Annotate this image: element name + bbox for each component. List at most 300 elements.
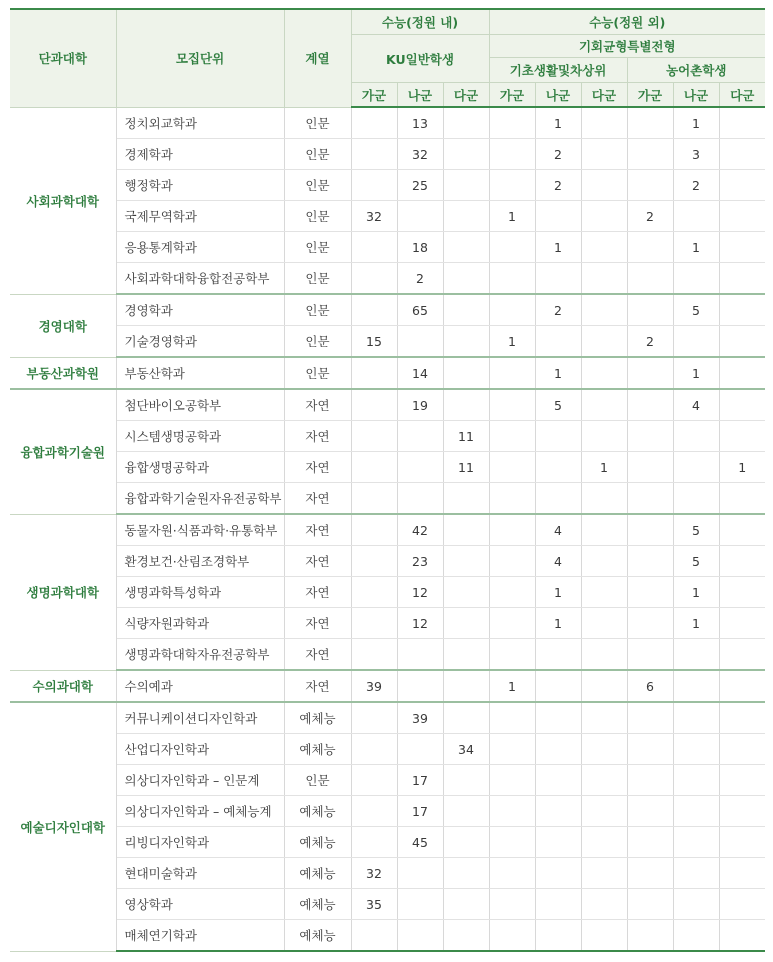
quota-cell <box>535 452 581 483</box>
quota-cell <box>627 107 673 139</box>
table-row <box>10 858 765 889</box>
unit-cell: 경영학과 <box>116 294 284 326</box>
header-ga: 가군 <box>351 83 397 108</box>
quota-cell <box>443 139 489 170</box>
unit-cell: 응용통계학과 <box>116 232 284 263</box>
quota-cell: 45 <box>397 827 443 858</box>
type-cell: 예체능 <box>284 827 351 858</box>
table-body <box>10 107 765 951</box>
quota-cell <box>351 483 397 515</box>
quota-cell: 12 <box>397 608 443 639</box>
table-row <box>10 107 765 139</box>
quota-cell <box>489 765 535 796</box>
quota-cell <box>489 483 535 515</box>
quota-cell: 1 <box>673 357 719 389</box>
quota-cell <box>489 858 535 889</box>
quota-cell <box>627 858 673 889</box>
quota-cell <box>719 294 765 326</box>
type-cell: 자연 <box>284 452 351 483</box>
quota-cell <box>581 546 627 577</box>
quota-cell <box>581 201 627 232</box>
quota-cell <box>443 357 489 389</box>
quota-cell: 3 <box>673 139 719 170</box>
quota-cell: 2 <box>627 201 673 232</box>
quota-cell <box>397 889 443 920</box>
quota-cell <box>489 920 535 952</box>
header-unit: 모집단위 <box>116 9 284 107</box>
quota-cell: 32 <box>351 201 397 232</box>
quota-cell <box>489 389 535 421</box>
header-college: 단과대학 <box>10 9 116 107</box>
quota-cell: 18 <box>397 232 443 263</box>
table-row <box>10 796 765 827</box>
quota-cell: 2 <box>627 326 673 358</box>
quota-cell <box>719 889 765 920</box>
quota-cell <box>719 577 765 608</box>
quota-cell <box>351 232 397 263</box>
quota-cell <box>581 421 627 452</box>
quota-cell <box>489 139 535 170</box>
type-cell: 인문 <box>284 107 351 139</box>
quota-cell <box>535 639 581 671</box>
type-cell: 인문 <box>284 263 351 295</box>
quota-cell <box>535 263 581 295</box>
unit-cell: 의상디자인학과 – 예체능계 <box>116 796 284 827</box>
quota-cell <box>581 263 627 295</box>
quota-cell <box>489 827 535 858</box>
quota-cell <box>581 294 627 326</box>
table-row <box>10 702 765 734</box>
quota-cell: 17 <box>397 765 443 796</box>
quota-cell: 1 <box>489 201 535 232</box>
quota-cell: 1 <box>673 232 719 263</box>
quota-cell <box>673 702 719 734</box>
quota-cell <box>535 889 581 920</box>
admissions-quota-table <box>10 8 765 952</box>
quota-cell <box>489 639 535 671</box>
table-row <box>10 827 765 858</box>
quota-cell <box>581 639 627 671</box>
quota-cell <box>673 452 719 483</box>
quota-cell <box>673 483 719 515</box>
unit-cell: 국제무역학과 <box>116 201 284 232</box>
quota-cell: 2 <box>535 170 581 201</box>
header-ku-general: KU일반학생 <box>351 35 489 83</box>
quota-cell: 1 <box>673 107 719 139</box>
quota-cell: 2 <box>673 170 719 201</box>
quota-cell: 17 <box>397 796 443 827</box>
quota-cell <box>443 483 489 515</box>
quota-cell <box>581 827 627 858</box>
quota-cell <box>443 326 489 358</box>
quota-cell <box>535 734 581 765</box>
quota-cell <box>397 639 443 671</box>
quota-cell <box>443 608 489 639</box>
quota-cell <box>719 232 765 263</box>
quota-cell <box>535 827 581 858</box>
quota-cell <box>489 889 535 920</box>
quota-cell <box>719 920 765 952</box>
quota-cell <box>673 827 719 858</box>
quota-cell <box>581 734 627 765</box>
quota-cell <box>581 514 627 546</box>
quota-cell <box>443 201 489 232</box>
quota-cell <box>489 452 535 483</box>
quota-cell: 32 <box>397 139 443 170</box>
quota-cell <box>719 765 765 796</box>
unit-cell: 융합생명공학과 <box>116 452 284 483</box>
quota-cell <box>443 827 489 858</box>
college-cell: 예술디자인대학 <box>10 702 116 951</box>
quota-cell: 4 <box>673 389 719 421</box>
quota-cell <box>443 514 489 546</box>
table-row <box>10 920 765 952</box>
type-cell: 인문 <box>284 232 351 263</box>
quota-cell: 1 <box>535 608 581 639</box>
quota-cell <box>351 702 397 734</box>
quota-cell <box>351 389 397 421</box>
quota-cell <box>581 920 627 952</box>
table-row <box>10 326 765 358</box>
quota-cell <box>489 294 535 326</box>
quota-cell <box>719 263 765 295</box>
quota-cell <box>351 765 397 796</box>
quota-cell <box>673 263 719 295</box>
quota-cell: 32 <box>351 858 397 889</box>
quota-cell: 2 <box>535 139 581 170</box>
quota-cell <box>351 608 397 639</box>
quota-cell <box>581 232 627 263</box>
header-da: 다군 <box>581 83 627 108</box>
quota-cell <box>443 639 489 671</box>
quota-cell <box>719 139 765 170</box>
quota-cell <box>443 765 489 796</box>
quota-cell <box>719 827 765 858</box>
quota-cell: 1 <box>535 357 581 389</box>
quota-cell <box>719 201 765 232</box>
quota-cell <box>719 483 765 515</box>
unit-cell: 영상학과 <box>116 889 284 920</box>
quota-cell <box>627 577 673 608</box>
quota-cell <box>673 670 719 702</box>
quota-cell <box>581 858 627 889</box>
quota-cell <box>351 139 397 170</box>
type-cell: 자연 <box>284 483 351 515</box>
unit-cell: 사회과학대학융합전공학부 <box>116 263 284 295</box>
quota-cell <box>443 170 489 201</box>
quota-cell <box>581 483 627 515</box>
quota-cell <box>489 514 535 546</box>
type-cell: 자연 <box>284 514 351 546</box>
quota-cell: 11 <box>443 452 489 483</box>
quota-cell: 1 <box>535 577 581 608</box>
quota-cell <box>443 232 489 263</box>
table-row <box>10 608 765 639</box>
quota-cell: 15 <box>351 326 397 358</box>
quota-cell <box>535 920 581 952</box>
type-cell: 자연 <box>284 608 351 639</box>
quota-cell <box>627 514 673 546</box>
quota-cell: 34 <box>443 734 489 765</box>
college-cell: 경영대학 <box>10 294 116 357</box>
quota-cell: 1 <box>581 452 627 483</box>
quota-cell <box>627 232 673 263</box>
header-na: 나군 <box>673 83 719 108</box>
quota-cell <box>581 107 627 139</box>
quota-cell: 2 <box>535 294 581 326</box>
quota-cell <box>719 796 765 827</box>
unit-cell: 리빙디자인학과 <box>116 827 284 858</box>
quota-cell <box>443 796 489 827</box>
admissions-table-container <box>10 8 765 952</box>
table-row <box>10 639 765 671</box>
table-row <box>10 294 765 326</box>
quota-cell: 39 <box>397 702 443 734</box>
table-row <box>10 389 765 421</box>
quota-cell: 5 <box>673 294 719 326</box>
quota-cell <box>581 357 627 389</box>
quota-cell <box>351 577 397 608</box>
quota-cell <box>351 170 397 201</box>
college-cell: 사회과학대학 <box>10 107 116 294</box>
quota-cell <box>535 326 581 358</box>
quota-cell <box>351 796 397 827</box>
quota-cell <box>443 889 489 920</box>
quota-cell <box>397 421 443 452</box>
quota-cell <box>627 389 673 421</box>
quota-cell <box>627 421 673 452</box>
quota-cell: 5 <box>673 514 719 546</box>
quota-cell <box>535 858 581 889</box>
quota-cell: 1 <box>719 452 765 483</box>
unit-cell: 경제학과 <box>116 139 284 170</box>
quota-cell <box>397 483 443 515</box>
type-cell: 인문 <box>284 201 351 232</box>
type-cell: 예체능 <box>284 796 351 827</box>
quota-cell <box>443 702 489 734</box>
quota-cell <box>627 734 673 765</box>
quota-cell: 13 <box>397 107 443 139</box>
quota-cell <box>719 702 765 734</box>
type-cell: 자연 <box>284 639 351 671</box>
type-cell: 예체능 <box>284 734 351 765</box>
type-cell: 자연 <box>284 389 351 421</box>
quota-cell <box>351 294 397 326</box>
college-cell: 융합과학기술원 <box>10 389 116 514</box>
unit-cell: 의상디자인학과 – 인문계 <box>116 765 284 796</box>
quota-cell <box>397 920 443 952</box>
table-row <box>10 263 765 295</box>
quota-cell <box>351 421 397 452</box>
quota-cell <box>351 514 397 546</box>
table-row <box>10 357 765 389</box>
quota-cell: 1 <box>535 107 581 139</box>
quota-cell <box>581 170 627 201</box>
type-cell: 인문 <box>284 139 351 170</box>
quota-cell <box>443 263 489 295</box>
quota-cell <box>397 858 443 889</box>
quota-cell <box>673 920 719 952</box>
quota-cell <box>489 263 535 295</box>
quota-cell <box>719 389 765 421</box>
quota-cell <box>489 107 535 139</box>
quota-cell <box>719 170 765 201</box>
quota-cell <box>719 546 765 577</box>
quota-cell <box>489 170 535 201</box>
quota-cell <box>673 326 719 358</box>
quota-cell <box>673 796 719 827</box>
quota-cell <box>581 765 627 796</box>
quota-cell <box>581 889 627 920</box>
quota-cell: 1 <box>535 232 581 263</box>
unit-cell: 행정학과 <box>116 170 284 201</box>
quota-cell <box>719 608 765 639</box>
unit-cell: 매체연기학과 <box>116 920 284 952</box>
quota-cell: 1 <box>673 577 719 608</box>
quota-cell <box>397 452 443 483</box>
quota-cell: 4 <box>535 514 581 546</box>
quota-cell <box>443 670 489 702</box>
quota-cell <box>443 294 489 326</box>
quota-cell <box>627 263 673 295</box>
table-row <box>10 670 765 702</box>
quota-cell <box>673 765 719 796</box>
quota-cell: 11 <box>443 421 489 452</box>
quota-cell <box>489 232 535 263</box>
quota-cell <box>627 639 673 671</box>
unit-cell: 기술경영학과 <box>116 326 284 358</box>
quota-cell <box>535 670 581 702</box>
quota-cell <box>627 920 673 952</box>
quota-cell <box>443 858 489 889</box>
quota-cell <box>627 796 673 827</box>
quota-cell <box>719 326 765 358</box>
quota-cell <box>443 920 489 952</box>
quota-cell <box>351 263 397 295</box>
header-ga: 가군 <box>627 83 673 108</box>
type-cell: 인문 <box>284 170 351 201</box>
table-row <box>10 170 765 201</box>
quota-cell <box>443 546 489 577</box>
quota-cell <box>351 357 397 389</box>
table-row <box>10 452 765 483</box>
type-cell: 자연 <box>284 577 351 608</box>
quota-cell: 14 <box>397 357 443 389</box>
type-cell: 인문 <box>284 326 351 358</box>
quota-cell <box>627 827 673 858</box>
quota-cell <box>719 514 765 546</box>
college-cell: 부동산과학원 <box>10 357 116 389</box>
quota-cell <box>627 357 673 389</box>
table-row <box>10 201 765 232</box>
table-row <box>10 765 765 796</box>
unit-cell: 동물자원·식품과학·유통학부 <box>116 514 284 546</box>
unit-cell: 수의예과 <box>116 670 284 702</box>
quota-cell <box>673 858 719 889</box>
table-row <box>10 514 765 546</box>
unit-cell: 식량자원과학과 <box>116 608 284 639</box>
quota-cell <box>443 577 489 608</box>
quota-cell <box>489 734 535 765</box>
quota-cell <box>489 421 535 452</box>
quota-cell <box>397 201 443 232</box>
header-suneung-in: 수능(정원 내) <box>351 9 489 35</box>
quota-cell: 25 <box>397 170 443 201</box>
table-row <box>10 546 765 577</box>
quota-cell: 2 <box>397 263 443 295</box>
table-row <box>10 139 765 170</box>
quota-cell <box>535 702 581 734</box>
table-row <box>10 734 765 765</box>
quota-cell <box>535 421 581 452</box>
type-cell: 예체능 <box>284 858 351 889</box>
quota-cell <box>673 889 719 920</box>
quota-cell <box>627 452 673 483</box>
quota-cell <box>627 889 673 920</box>
quota-cell <box>581 326 627 358</box>
type-cell: 예체능 <box>284 920 351 952</box>
header-da: 다군 <box>443 83 489 108</box>
quota-cell <box>535 765 581 796</box>
unit-cell: 정치외교학과 <box>116 107 284 139</box>
quota-cell <box>719 670 765 702</box>
quota-cell <box>673 639 719 671</box>
quota-cell <box>489 577 535 608</box>
quota-cell <box>351 107 397 139</box>
quota-cell <box>719 858 765 889</box>
quota-cell <box>443 389 489 421</box>
quota-cell <box>351 452 397 483</box>
table-row <box>10 483 765 515</box>
header-rural: 농어촌학생 <box>627 58 765 83</box>
quota-cell: 12 <box>397 577 443 608</box>
quota-cell <box>673 734 719 765</box>
quota-cell: 42 <box>397 514 443 546</box>
quota-cell <box>627 702 673 734</box>
quota-cell <box>489 608 535 639</box>
type-cell: 자연 <box>284 670 351 702</box>
quota-cell <box>581 702 627 734</box>
quota-cell <box>719 734 765 765</box>
header-na: 나군 <box>535 83 581 108</box>
quota-cell <box>719 639 765 671</box>
unit-cell: 산업디자인학과 <box>116 734 284 765</box>
quota-cell: 1 <box>489 326 535 358</box>
quota-cell <box>719 107 765 139</box>
type-cell: 예체능 <box>284 889 351 920</box>
header-suneung-out: 수능(정원 외) <box>489 9 765 35</box>
type-cell: 자연 <box>284 421 351 452</box>
unit-cell: 부동산학과 <box>116 357 284 389</box>
quota-cell <box>351 734 397 765</box>
unit-cell: 생명과학특성학과 <box>116 577 284 608</box>
quota-cell <box>581 670 627 702</box>
quota-cell <box>351 546 397 577</box>
unit-cell: 커뮤니케이션디자인학과 <box>116 702 284 734</box>
unit-cell: 융합과학기술원자유전공학부 <box>116 483 284 515</box>
unit-cell: 현대미술학과 <box>116 858 284 889</box>
unit-cell: 첨단바이오공학부 <box>116 389 284 421</box>
unit-cell: 시스템생명공학과 <box>116 421 284 452</box>
type-cell: 예체능 <box>284 702 351 734</box>
quota-cell: 23 <box>397 546 443 577</box>
quota-cell <box>581 796 627 827</box>
quota-cell <box>581 389 627 421</box>
quota-cell <box>351 920 397 952</box>
quota-cell <box>489 796 535 827</box>
quota-cell <box>581 608 627 639</box>
quota-cell <box>535 201 581 232</box>
